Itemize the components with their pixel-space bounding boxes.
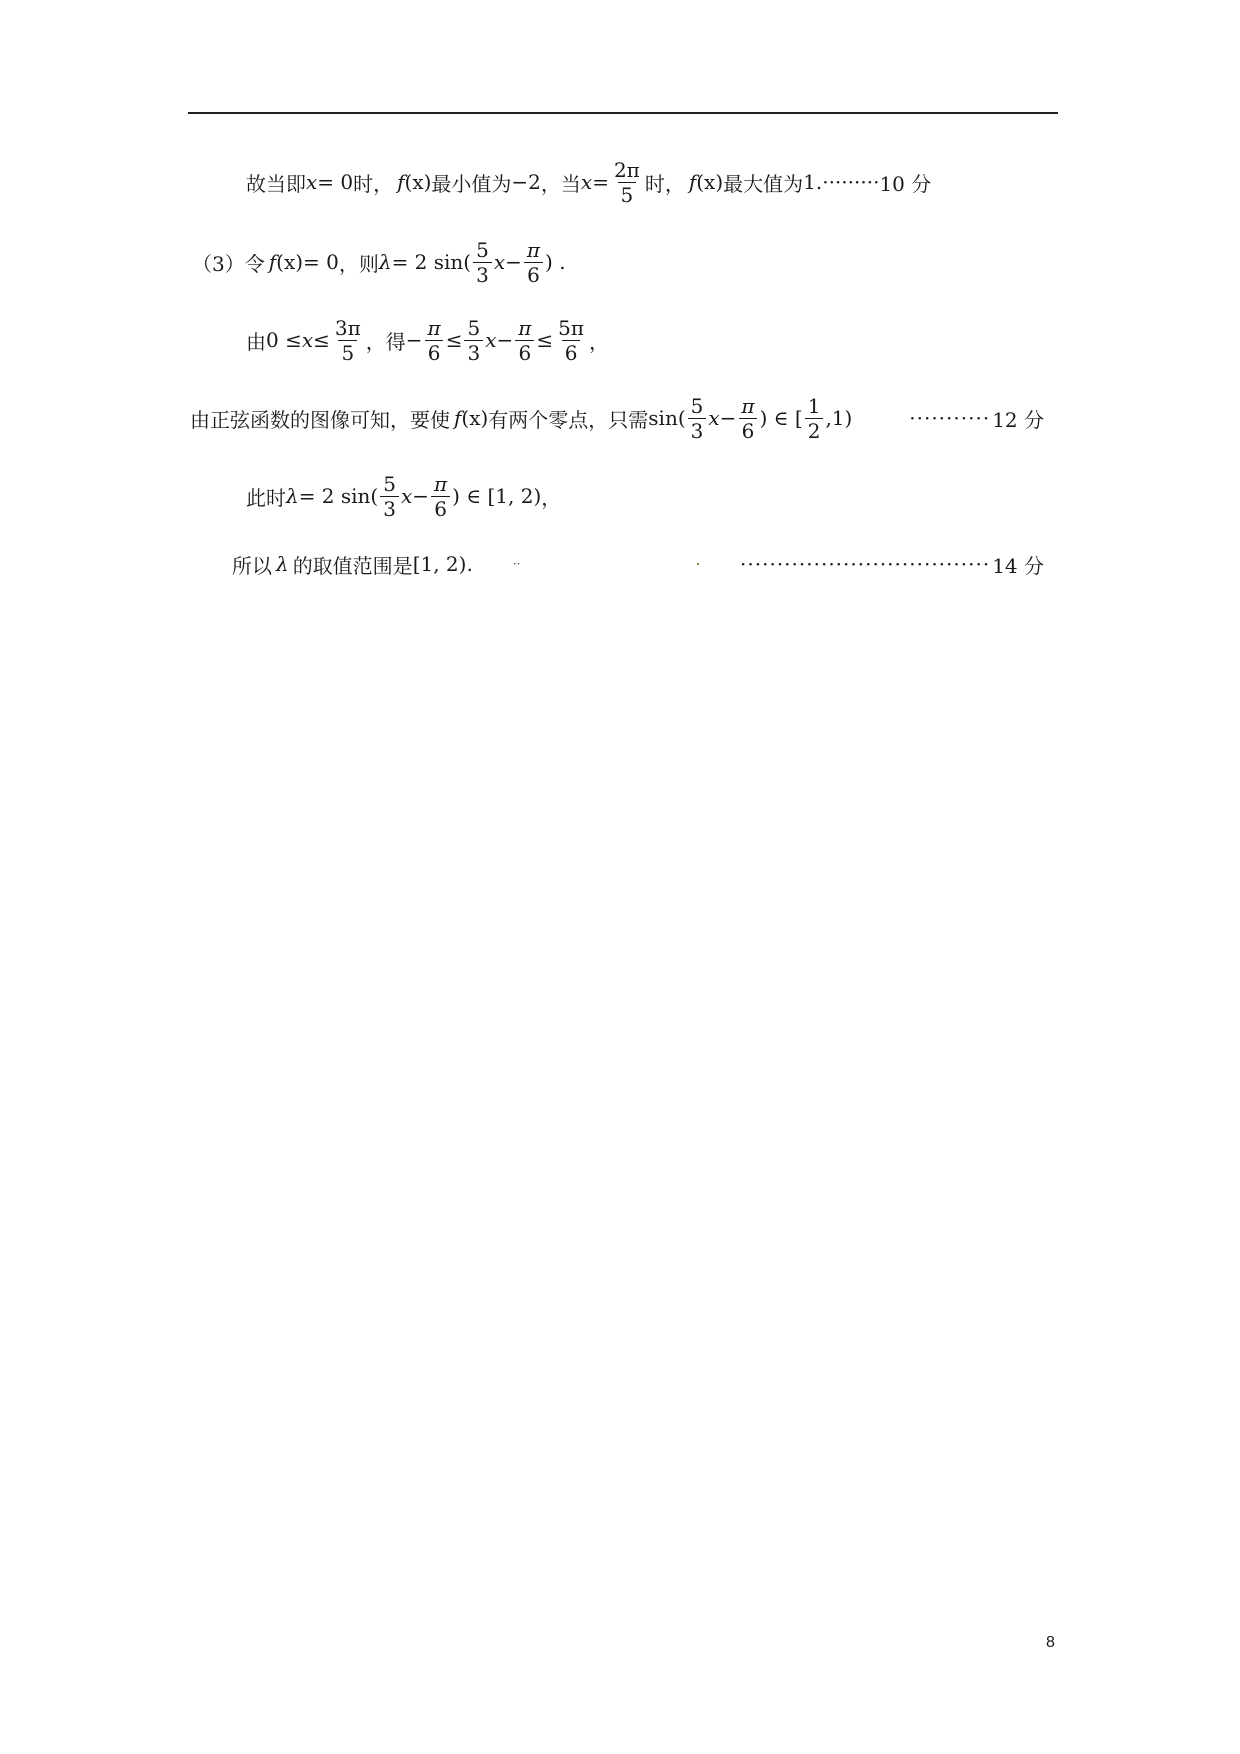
text: 此时 (246, 485, 286, 510)
fraction: $\frac{5\pi}{6}$ (558, 315, 585, 365)
fraction: $\frac{5}{3}$ (464, 316, 483, 365)
math: = (592, 170, 609, 194)
fraction: $\frac{2\pi}{5}$ (613, 157, 640, 207)
math-var: f (397, 170, 405, 194)
math: ≤ (536, 328, 554, 352)
text: 所以 (232, 553, 272, 578)
text: 由正弦函数的图像可知，要使 (190, 407, 450, 432)
page-number: 8 (1046, 1634, 1055, 1651)
math: = 2 sin( (391, 250, 472, 274)
header-rule (188, 112, 1058, 114)
math: ≤ (313, 328, 330, 352)
math: ≤ (445, 328, 463, 352)
math-var: f (688, 170, 697, 194)
fraction: $\frac{\pi}{6}$ (738, 394, 757, 443)
text: 最大值为 (723, 171, 804, 196)
math: = 0 (317, 170, 354, 194)
math: − (505, 250, 522, 274)
math-var: x (400, 484, 413, 508)
text: ，得 (365, 329, 406, 354)
text: ，则 (338, 251, 379, 276)
solution-line-6 (0, 524, 1240, 604)
math-var: λ (286, 484, 299, 508)
fraction: $\frac{5}{3}$ (473, 238, 492, 287)
math-var: x (708, 406, 720, 430)
math: − (405, 328, 423, 352)
score-leader: ··········· (909, 406, 991, 430)
math: . (466, 552, 473, 576)
math: − (496, 328, 514, 352)
math: = 2 sin( (298, 484, 379, 508)
math: −2 (511, 170, 541, 194)
math: ,1) (825, 406, 853, 430)
text: 故当即 (246, 171, 306, 196)
math-var: x (306, 170, 318, 194)
math: ) . (545, 250, 566, 274)
math-var: f (454, 406, 462, 430)
fraction: $\frac{3\pi}{5}$ (334, 315, 361, 365)
part-label: （3）令 (192, 251, 265, 276)
text: 的取值范围是 (292, 553, 413, 578)
math: sin( (648, 406, 686, 430)
fraction: $\frac{5}{3}$ (380, 472, 399, 521)
math-var: x (301, 328, 314, 352)
math-var: λ (276, 552, 289, 576)
text: 最小值为 (431, 171, 512, 196)
math: ) ∈ [1, 2) (452, 484, 542, 508)
text: ， (589, 329, 610, 354)
math-var: x (485, 328, 497, 352)
math-var: λ (378, 250, 392, 274)
score-leader: ·································· (740, 552, 991, 576)
math: 1. (803, 170, 823, 194)
math: (x) (461, 406, 489, 430)
fraction: $\frac{\pi}{6}$ (425, 316, 444, 365)
speck-mark (697, 563, 699, 565)
math: (x) (404, 170, 432, 194)
math: − (412, 484, 430, 508)
score-label: 10 分 (879, 171, 932, 196)
math: ) ∈ [ (759, 406, 803, 430)
math-var: x (493, 250, 506, 274)
fraction: $\frac{\pi}{6}$ (515, 316, 534, 365)
score-12 (909, 404, 1044, 433)
solution-line-3 (0, 300, 1240, 380)
score-leader: ········· (822, 170, 880, 194)
text: 时， (644, 171, 685, 196)
solution-line-4 (0, 378, 1240, 458)
text: ，当 (540, 171, 581, 196)
score-label: 14 分 (992, 553, 1044, 578)
fraction: $\frac{1}{2}$ (805, 394, 824, 443)
solution-line-2 (0, 222, 1240, 302)
math: (x) (276, 250, 304, 274)
text: 由 (246, 329, 266, 354)
math: 0 ≤ (266, 328, 302, 352)
text: ， (541, 485, 562, 510)
stray-mark: ·· (512, 557, 521, 571)
math: (x) (696, 170, 724, 194)
score-14 (740, 550, 1044, 579)
math: = 0 (303, 250, 339, 274)
fraction: $\frac{\pi}{6}$ (524, 238, 543, 287)
math-var: x (580, 170, 593, 194)
text: 时， (353, 171, 394, 196)
math: [1, 2) (412, 552, 467, 576)
text: 有两个零点，只需 (488, 407, 649, 432)
score-label: 12 分 (992, 407, 1044, 432)
fraction: $\frac{\pi}{6}$ (431, 472, 450, 521)
solution-line-1 (0, 142, 1240, 222)
math-var: f (268, 250, 277, 274)
fraction: $\frac{5}{3}$ (688, 394, 707, 443)
math: − (719, 406, 737, 430)
